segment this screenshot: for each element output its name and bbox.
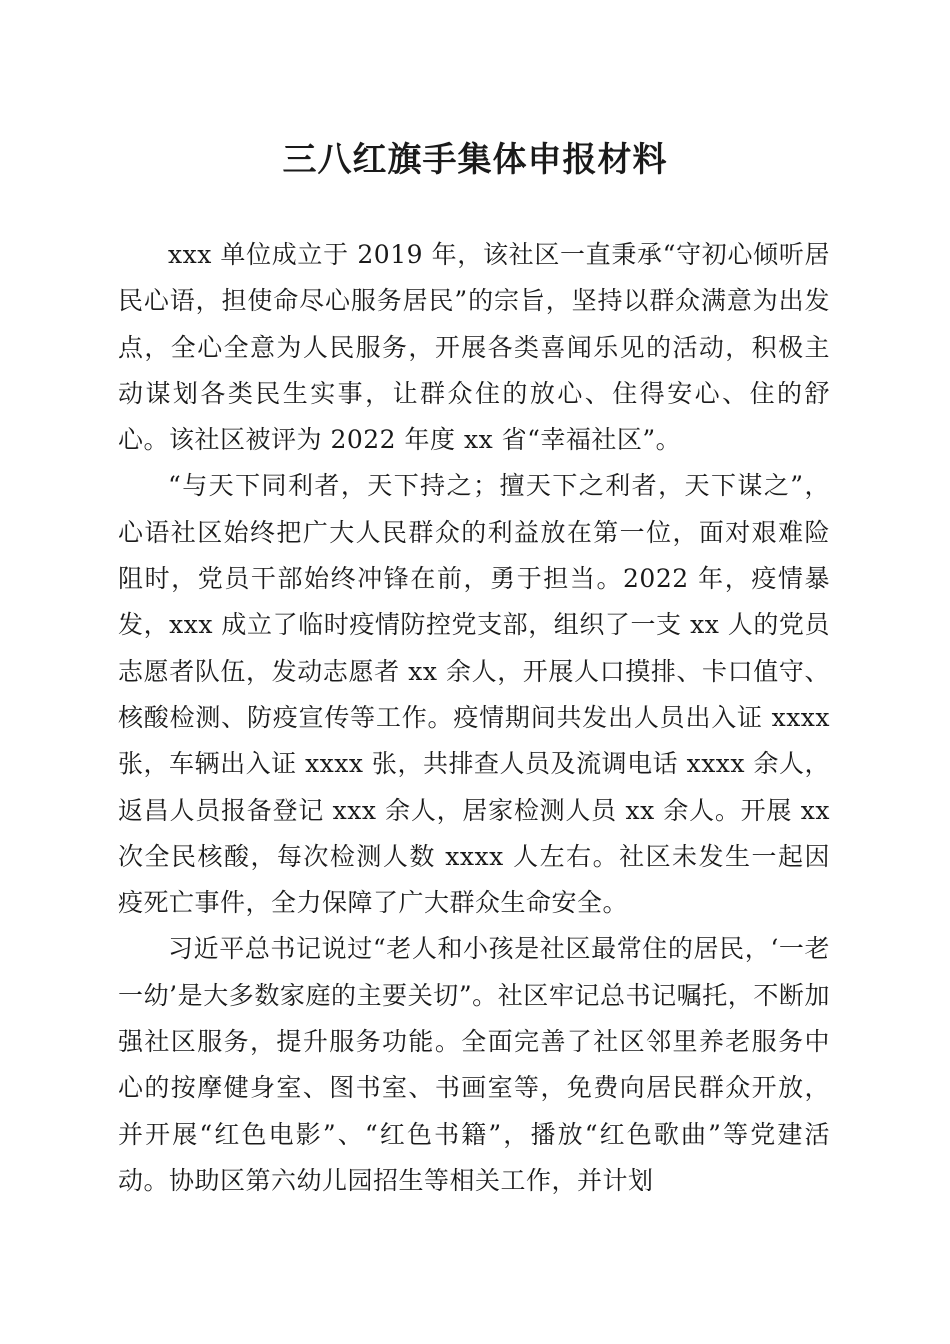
paragraph-2: “与天下同利者，天下持之；擅天下之利者，天下谋之”，心语社区始终把广大人民群众的利益放在第一位，面对艰难险阻时，党员干部始终冲锋在前，勇于担当。2022 年，疫情暴发，xxx 成立了临时疫情防控党支部，组织了一支 xx 人的党员志愿者队伍，发动志愿者 xx 余人，开展人口摸排、卡口值守、核酸检测、防疫宣传等工作。疫情期间共发出人员出入证 xxxx 张，车辆出入证 xxxx 张，共排查人员及流调电话 xxxx 余人，返昌人员报备登记 xxx 余人，居家检测人员 xx 余人。开展 xx 次全民核酸，每次检测人数 xxxx 人左右。社区未发生一起因疫死亡事件，全力保障了广大群众生命安全。 — [118, 471, 830, 918]
document-title: 三八红旗手集体申报材料 — [282, 140, 668, 180]
document-body — [118, 232, 830, 1204]
paragraph-3: 习近平总书记说过“老人和小孩是社区最常住的居民，‘一老一幼’是大多数家庭的主要关切”。社区牢记总书记嘱托，不断加强社区服务，提升服务功能。全面完善了社区邻里养老服务中心的按摩健身室、图书室、书画室等，免费向居民群众开放，并开展“红色电影”、“红色书籍”，播放“红色歌曲”等党建活动。协助区第六幼儿园招生等相关工作，并计划 — [118, 934, 830, 1195]
paragraph-1: xxx 单位成立于 2019 年，该社区一直秉承“守初心倾听居民心语，担使命尽心服务居民”的宗旨，坚持以群众满意为出发点，全心全意为人民服务，开展各类喜闻乐见的活动，积极主动谋划各类民生实事，让群众住的放心、住得安心、住的舒心。该社区被评为 2022 年度 xx 省“幸福社区”。 — [118, 240, 830, 455]
